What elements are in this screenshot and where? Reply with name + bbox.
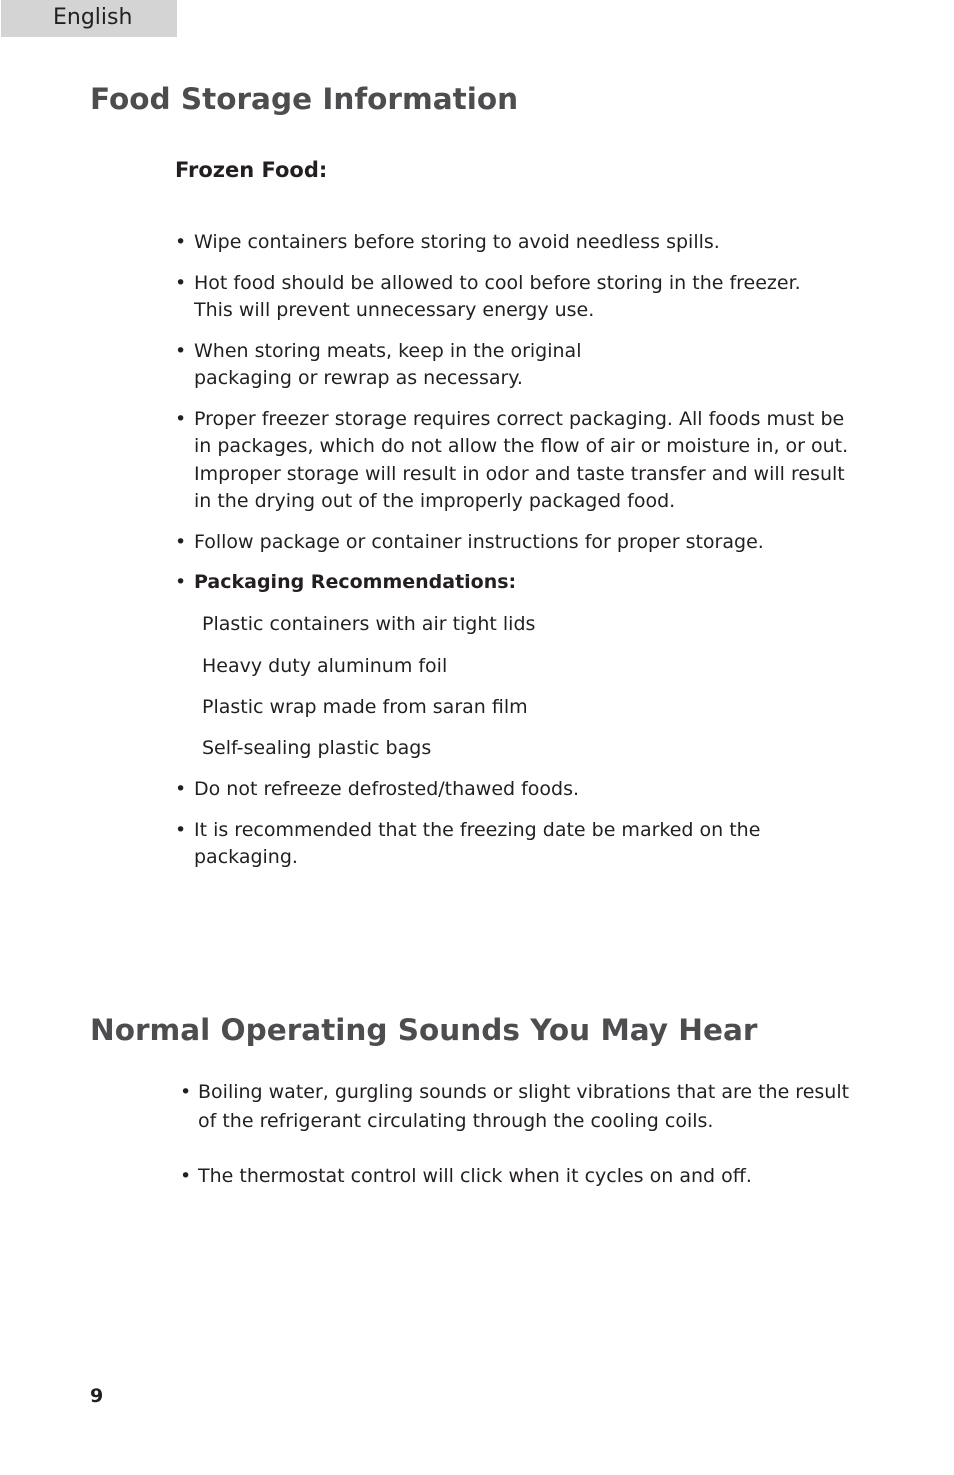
list-item	[175, 776, 579, 803]
list-item	[175, 338, 581, 393]
list-item	[175, 529, 764, 556]
list-item	[180, 1078, 849, 1136]
bullet-line: in packages, which do not allow the flow of air or moisture in, or out.	[194, 435, 849, 458]
bullet-line: The thermostat control will click when it cycles on and off.	[198, 1165, 752, 1187]
bullet-icon: •	[175, 340, 187, 362]
list-item	[175, 406, 848, 515]
bullet-icon: •	[175, 531, 187, 553]
bullet-line: Wipe containers before storing to avoid needless spills.	[194, 231, 720, 253]
list-item	[180, 1162, 752, 1191]
packaging-item: Plastic wrap made from saran film	[202, 696, 528, 718]
bullet-icon: •	[175, 272, 187, 294]
bullet-icon: •	[175, 408, 187, 430]
section-title-operating-sounds: Normal Operating Sounds You May Hear	[90, 1013, 758, 1047]
bullet-icon: •	[175, 571, 187, 593]
language-tab: English	[1, 0, 177, 37]
page-number: 9	[90, 1385, 104, 1407]
list-item	[175, 229, 720, 256]
bullet-line: packaging or rewrap as necessary.	[194, 367, 523, 390]
list-item	[175, 270, 801, 325]
bullet-line: Hot food should be allowed to cool before storing in the freezer.	[194, 272, 801, 294]
packaging-item: Plastic containers with air tight lids	[202, 613, 536, 635]
bullet-icon: •	[175, 819, 187, 841]
bullet-line: Proper freezer storage requires correct packaging. All foods must be	[194, 408, 845, 430]
bullet-line: Do not refreeze defrosted/thawed foods.	[194, 778, 580, 800]
bullet-line: This will prevent unnecessary energy use.	[194, 299, 595, 322]
list-item	[175, 569, 516, 596]
bullet-icon: •	[175, 778, 187, 800]
bullet-line: Boiling water, gurgling sounds or slight vibrations that are the result	[198, 1081, 850, 1103]
bullet-line: It is recommended that the freezing date be marked on the	[194, 819, 761, 841]
bullet-line: in the drying out of the improperly packaged food.	[194, 489, 676, 512]
bullet-line: Improper storage will result in odor and taste transfer and will result	[194, 462, 845, 485]
bullet-icon: •	[180, 1165, 192, 1187]
frozen-food-subheading: Frozen Food:	[175, 158, 328, 182]
bullet-line: When storing meats, keep in the original	[194, 340, 582, 362]
bullet-icon: •	[175, 231, 187, 253]
bullet-line: packaging.	[194, 846, 298, 869]
bullet-icon: •	[180, 1081, 192, 1103]
packaging-item: Heavy duty aluminum foil	[202, 655, 448, 677]
bullet-line: of the refrigerant circulating through the cooling coils.	[198, 1110, 714, 1132]
packaging-heading: Packaging Recommendations:	[194, 571, 517, 593]
bullet-line: Follow package or container instructions for proper storage.	[194, 531, 764, 553]
section-title-food-storage: Food Storage Information	[90, 82, 519, 116]
list-item	[175, 817, 760, 872]
packaging-item: Self-sealing plastic bags	[202, 737, 432, 759]
